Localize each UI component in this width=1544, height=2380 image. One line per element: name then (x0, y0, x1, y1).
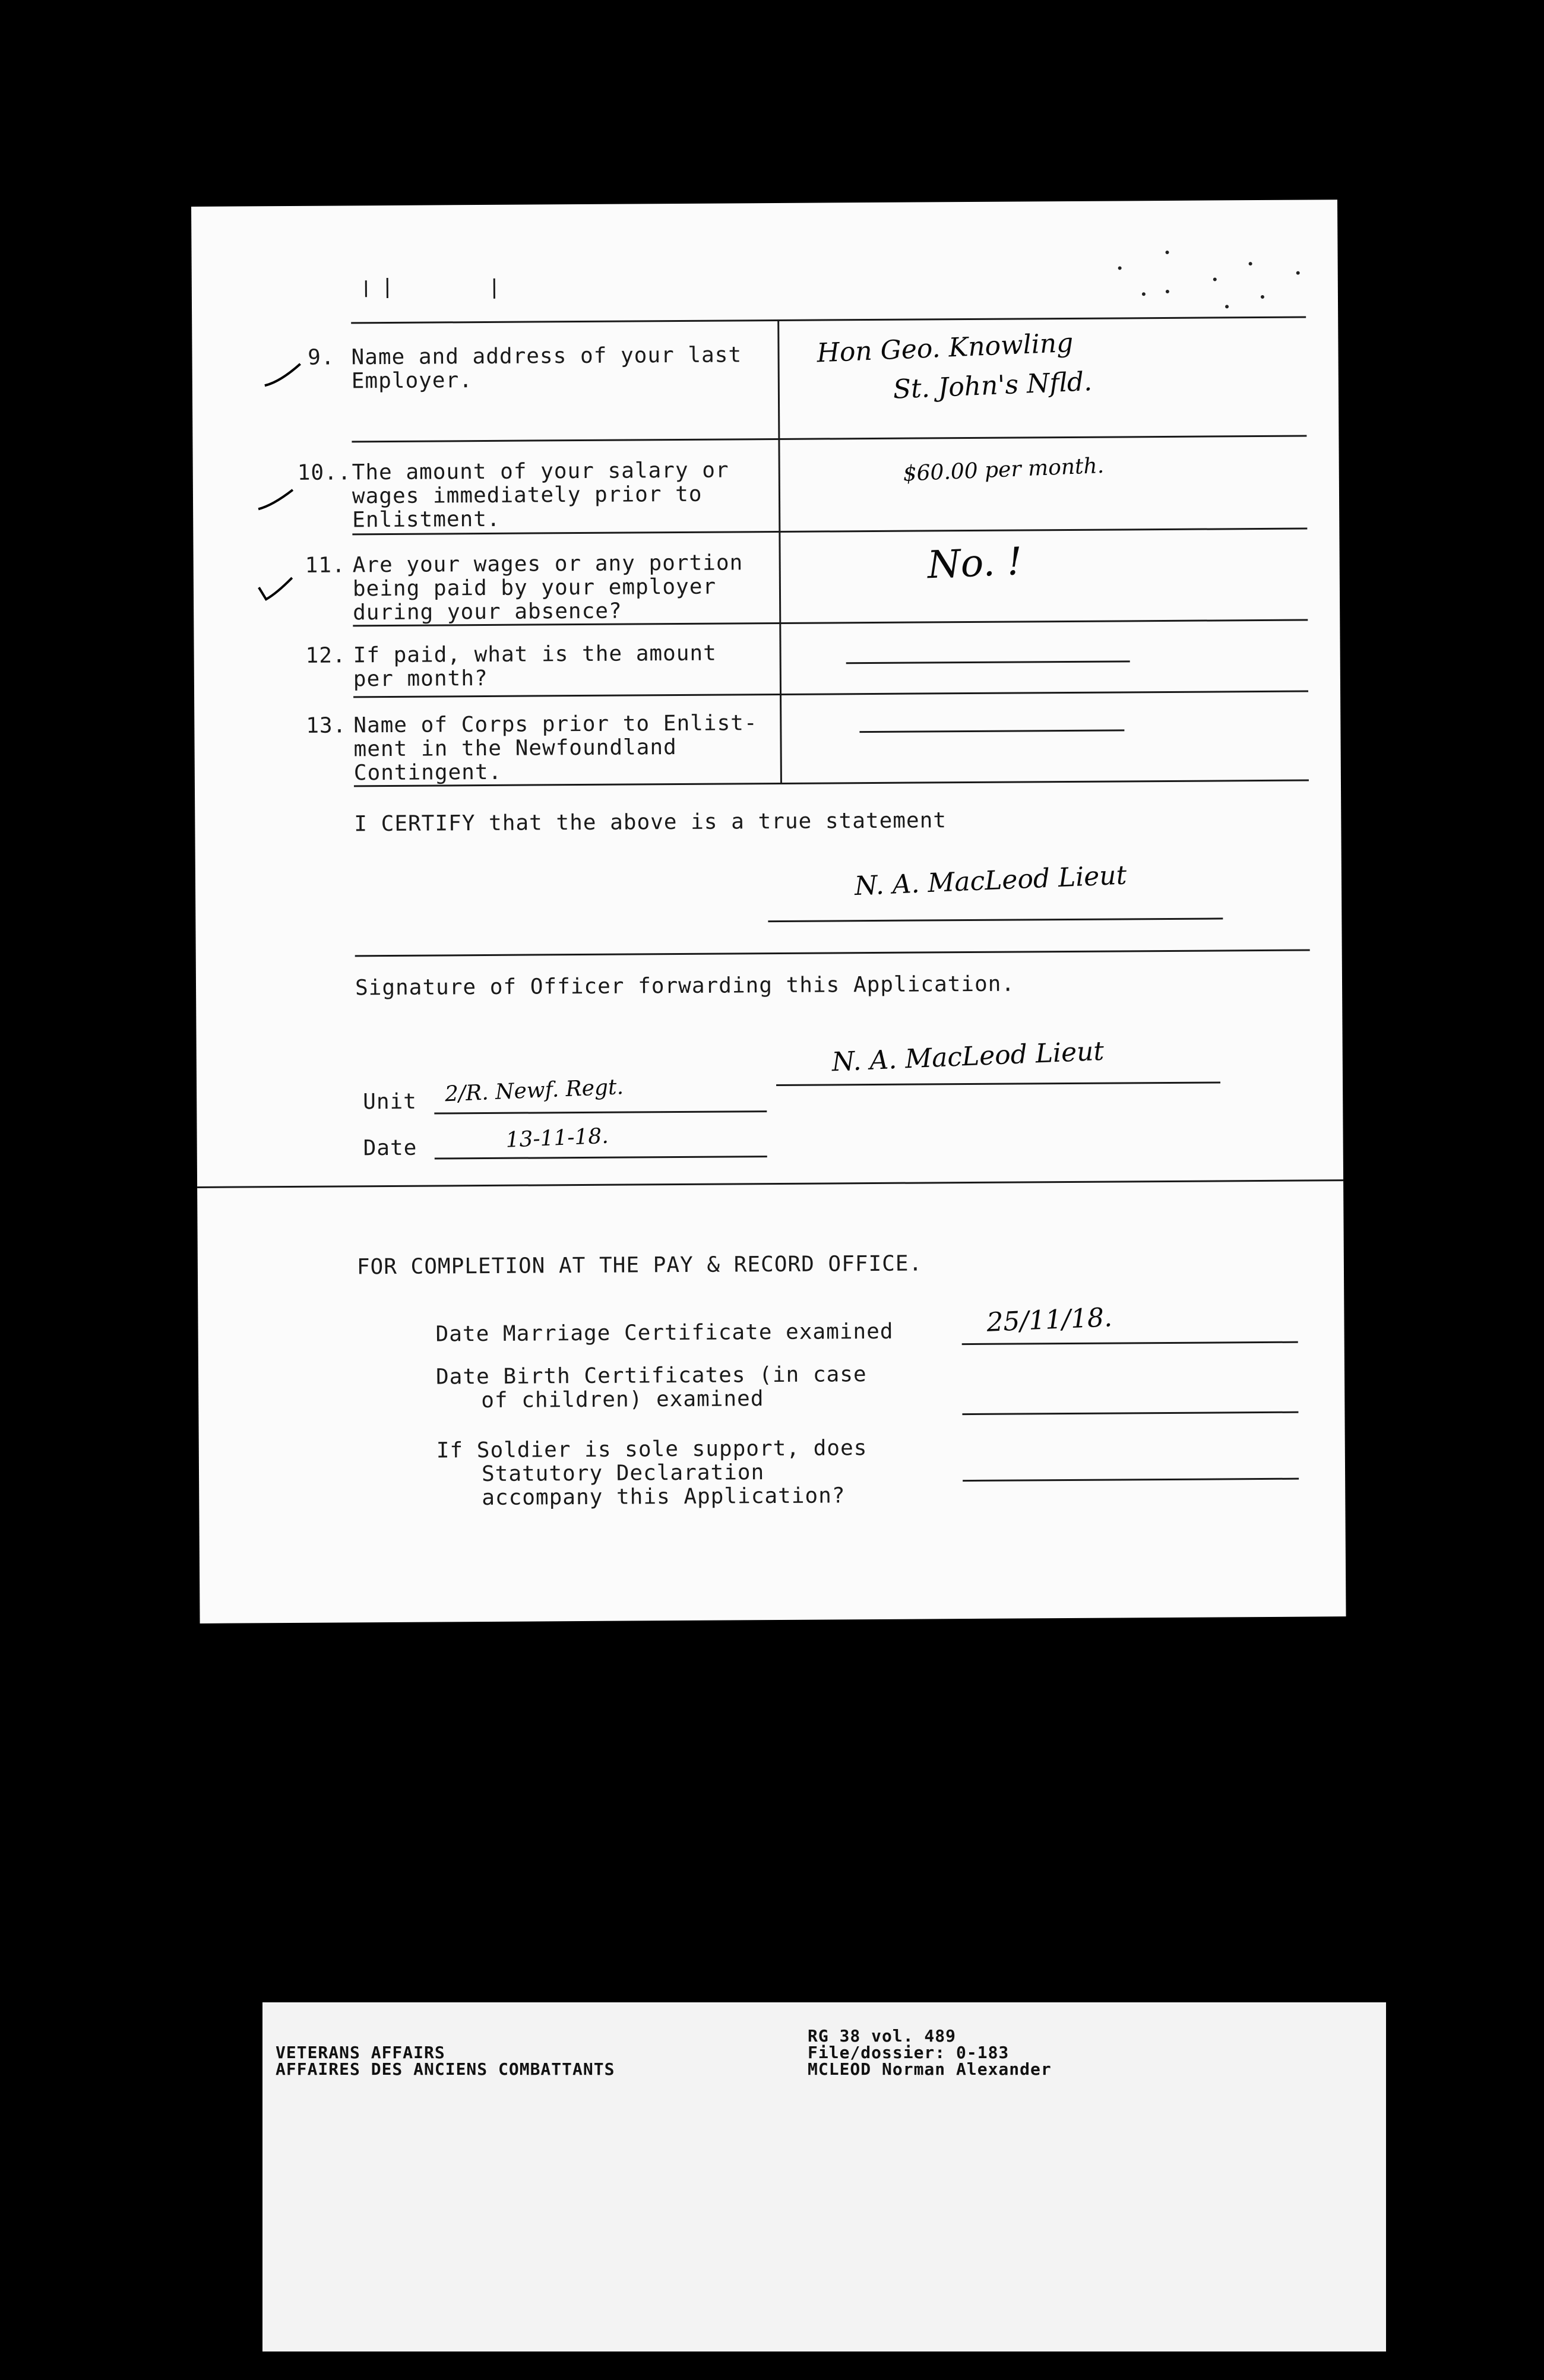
stray-mark (1166, 290, 1169, 293)
birth-cert-line2: of children) examined (481, 1387, 764, 1413)
date-line (435, 1156, 767, 1159)
stray-mark (1296, 271, 1300, 275)
q9-number: 9. (308, 345, 335, 370)
q12-answer-dash (846, 660, 1130, 664)
archive-file-number: File/dossier: 0-183 (808, 2043, 1010, 2062)
archive-dept-en: VETERANS AFFAIRS (276, 2043, 445, 2062)
q9-answer-line1: Hon Geo. Knowling (816, 327, 1074, 369)
date-value: 13-11-18. (505, 1123, 609, 1153)
stray-mark (1225, 305, 1229, 308)
stray-mark (1249, 262, 1252, 265)
q10-label-line2: wages immediately prior to (352, 482, 703, 509)
check-mark-icon (256, 485, 298, 515)
officer-signature-label: Signature of Officer forwarding this Application. (355, 971, 1015, 1001)
unit-label: Unit (363, 1089, 417, 1115)
q13-number: 13. (306, 713, 347, 738)
q13-label-line3: Contingent. (353, 759, 502, 786)
table-rule (351, 317, 1306, 324)
table-divider (777, 319, 782, 783)
stray-mark (1165, 251, 1169, 254)
marriage-cert-line (962, 1341, 1298, 1345)
stray-mark (387, 278, 388, 298)
unit-value: 2/R. Newf. Regt. (444, 1075, 624, 1107)
q11-label-line3: during your absence? (353, 599, 622, 625)
unit-line (434, 1110, 767, 1114)
officer-signature-line (776, 1081, 1220, 1086)
stray-mark (1213, 277, 1217, 281)
certify-signature-line (768, 917, 1223, 922)
sole-support-line3: accompany this Application? (482, 1483, 846, 1511)
q11-answer: No. ! (926, 539, 1023, 588)
archive-label-card (262, 2002, 1386, 2351)
q9-answer-line2: St. John's Nfld. (892, 366, 1093, 405)
archive-reference: RG 38 vol. 489 (808, 2026, 957, 2046)
stray-mark (1118, 266, 1122, 270)
q9-label-line2: Employer. (351, 368, 473, 394)
section-rule (355, 950, 1310, 957)
check-mark-icon (257, 575, 298, 605)
q11-label-line2: being paid by your employer (352, 574, 717, 602)
q13-label-line1: Name of Corps prior to Enlist- (353, 711, 758, 738)
table-rule (353, 691, 1308, 698)
table-rule (352, 435, 1306, 443)
stray-mark (493, 278, 495, 299)
certify-signature: N. A. MacLeod Lieut (853, 860, 1128, 902)
q11-number: 11. (305, 553, 346, 578)
stray-mark (1261, 295, 1264, 299)
archive-dept-fr: AFFAIRES DES ANCIENS COMBATTANTS (276, 2059, 615, 2079)
q13-answer-dash (859, 729, 1124, 733)
archive-person-name: MCLEOD Norman Alexander (808, 2059, 1052, 2079)
form-page (191, 200, 1346, 1623)
q10-answer: $60.00 per month. (902, 453, 1105, 486)
q12-label-line1: If paid, what is the amount (353, 641, 717, 668)
q9-label-line1: Name and address of your last (351, 343, 742, 370)
marriage-cert-value: 25/11/18. (986, 1302, 1113, 1338)
q12-label-line2: per month? (353, 666, 488, 692)
q13-label-line2: ment in the Newfoundland (353, 735, 677, 762)
date-label: Date (363, 1135, 417, 1161)
q10-number: 10.. (297, 460, 352, 485)
certify-statement: I CERTIFY that the above is a true statement (354, 808, 947, 837)
stray-mark (1142, 292, 1146, 296)
q10-label-line1: The amount of your salary or (352, 458, 729, 485)
stray-mark (365, 280, 367, 297)
birth-cert-line (962, 1411, 1298, 1415)
officer-signature: N. A. MacLeod Lieut (831, 1036, 1105, 1078)
marriage-cert-label: Date Marriage Certificate examined (435, 1319, 894, 1347)
q11-label-line1: Are your wages or any portion (352, 550, 743, 578)
section-rule (197, 1179, 1343, 1188)
sole-support-line1: If Soldier is sole support, does (436, 1436, 868, 1463)
q10-label-line3: Enlistment. (352, 507, 501, 533)
pay-office-heading: FOR COMPLETION AT THE PAY & RECORD OFFICE. (356, 1251, 923, 1280)
sole-support-line (963, 1478, 1299, 1482)
birth-cert-line1: Date Birth Certificates (in case (435, 1362, 867, 1390)
sole-support-line2: Statutory Declaration (481, 1460, 765, 1487)
q12-number: 12. (305, 643, 346, 668)
